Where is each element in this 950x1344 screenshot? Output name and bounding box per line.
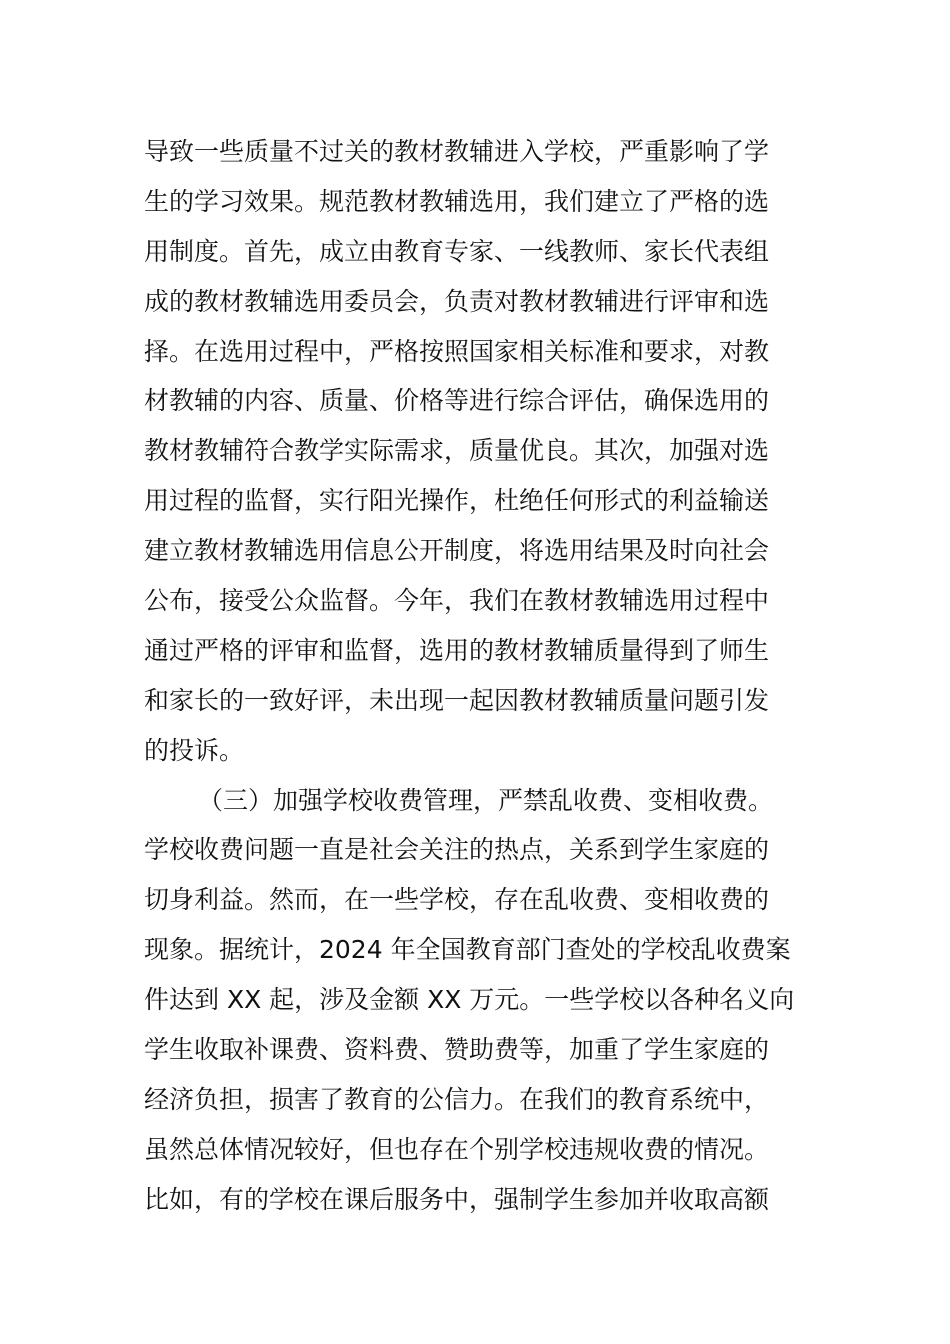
text-line: 教材教辅符合教学实际需求，质量优良。其次，加强对选: [144, 436, 770, 466]
text-line: 成的教材教辅选用委员会，负责对教材教辅进行评审和选: [144, 286, 770, 316]
text-line: 学校收费问题一直是社会关注的热点，关系到学生家庭的: [144, 835, 770, 865]
body-text: [144, 127, 824, 1225]
text-line: 生的学习效果。规范教材教辅选用，我们建立了严格的选: [144, 186, 770, 216]
text-line: 导致一些质量不过关的教材教辅进入学校，严重影响了学: [144, 137, 770, 166]
text-line: 比如，有的学校在课后服务中，强制学生参加并收取高额: [144, 1184, 770, 1214]
text-line: 的投诉。: [144, 735, 245, 765]
text-line: 学生收取补课费、资料费、赞助费等，加重了学生家庭的: [144, 1035, 770, 1065]
text-line: 现象。据统计，2024 年全国教育部门查处的学校乱收费案: [144, 935, 791, 965]
text-line: 公布，接受公众监督。今年，我们在教材教辅选用过程中: [144, 586, 770, 616]
text-line: 材教辅的内容、质量、价格等进行综合评估，确保选用的: [144, 386, 770, 416]
text-line: 经济负担，损害了教育的公信力。在我们的教育系统中，: [144, 1084, 770, 1114]
text-line: 通过严格的评审和监督，选用的教材教辅质量得到了师生: [144, 635, 770, 665]
text-line: 切身利益。然而，在一些学校，存在乱收费、变相收费的: [144, 885, 770, 915]
text-line: 用过程的监督，实行阳光操作，杜绝任何形式的利益输送: [144, 486, 770, 516]
text-line: 件达到 XX 起，涉及金额 XX 万元。一些学校以各种名义向: [144, 985, 795, 1015]
text-line: 用制度。首先，成立由教育专家、一线教师、家长代表组: [144, 236, 770, 266]
text-line: 择。在选用过程中，严格按照国家相关标准和要求，对教: [144, 336, 770, 366]
text-line: 建立教材教辅选用信息公开制度，将选用结果及时向社会: [144, 536, 770, 566]
section-heading: （三）加强学校收费管理，严禁乱收费、变相收费。: [198, 785, 774, 815]
text-line: 虽然总体情况较好，但也存在个别学校违规收费的情况。: [144, 1134, 770, 1164]
text-line: 和家长的一致好评，未出现一起因教材教辅质量问题引发: [144, 685, 770, 715]
